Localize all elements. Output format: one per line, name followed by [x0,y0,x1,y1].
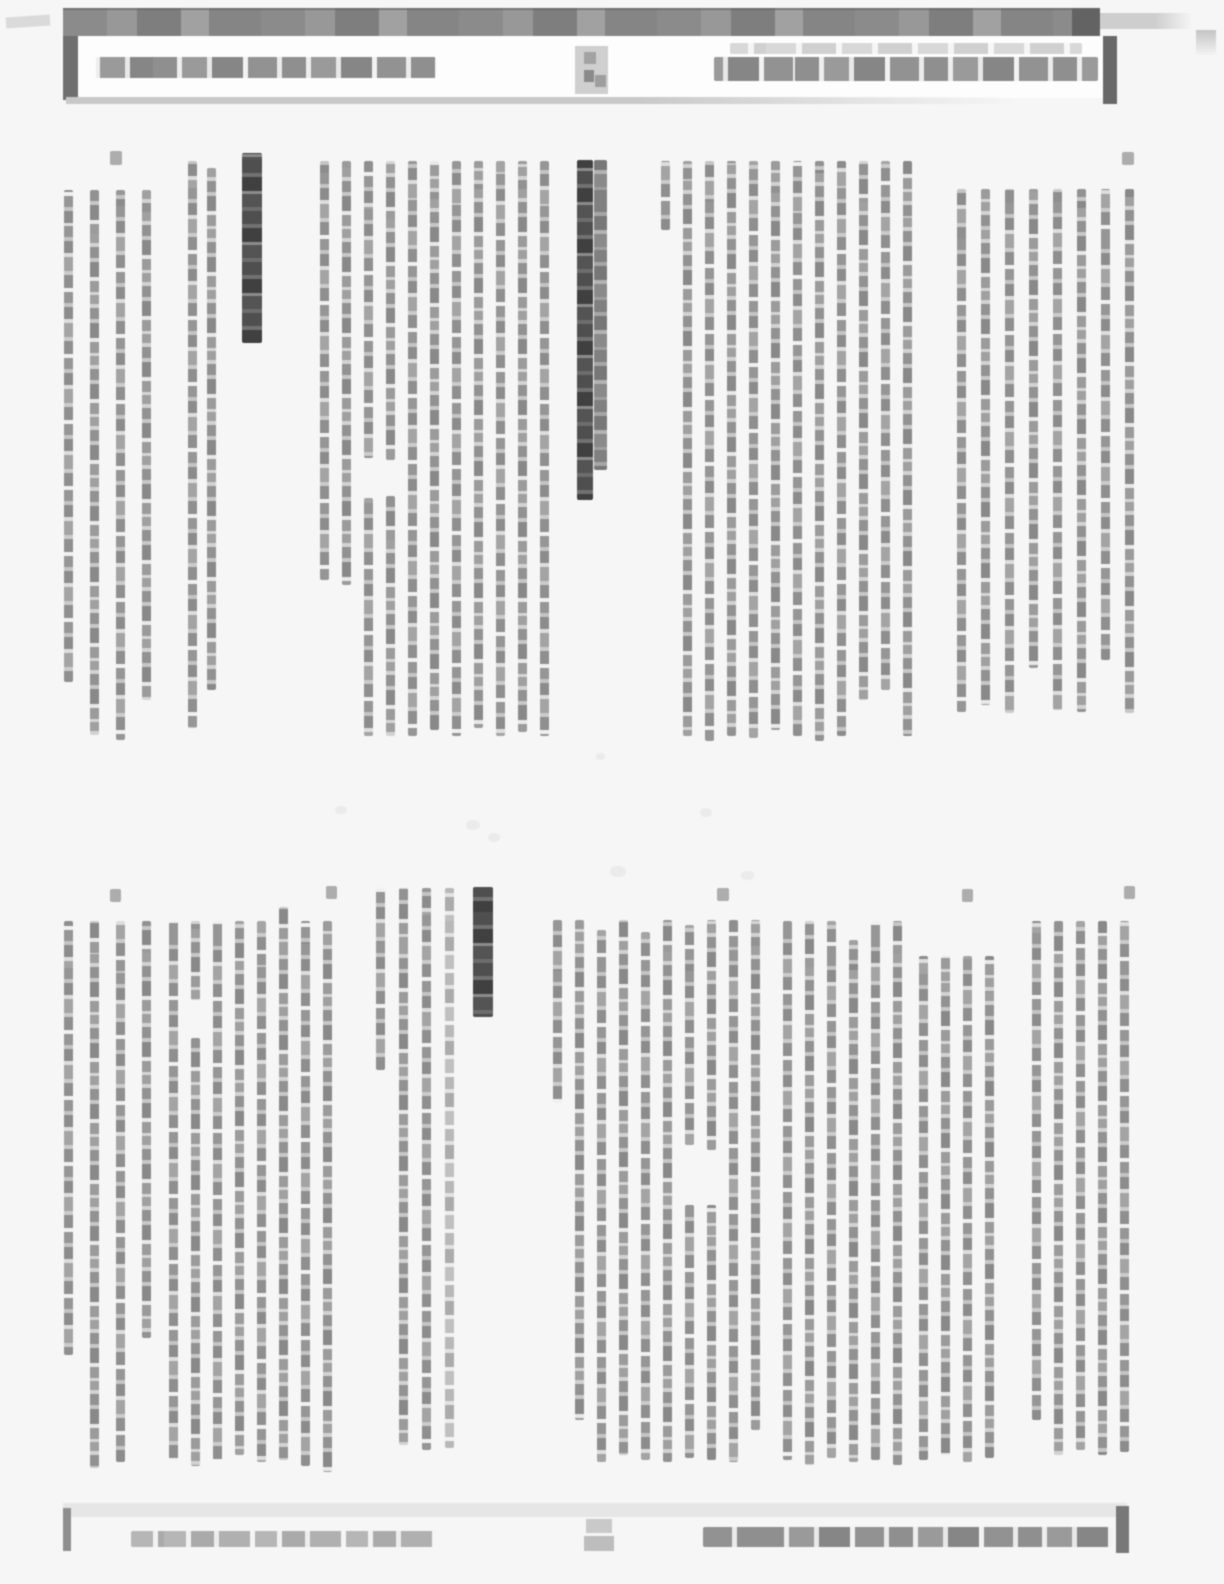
text-column-upper-4-line-1 [683,161,692,736]
paper-smudge-5 [610,866,626,877]
text-column-upper-4-line-10 [881,161,890,690]
footer-page-number-a [586,1519,612,1533]
section-heading-upper-b-tail-line-0 [594,160,607,470]
corner-streak [6,14,51,28]
text-column-upper-3-line-6 [452,161,461,736]
text-column-upper-5-line-2 [1005,189,1014,713]
page-number-mark-lower-2 [326,886,337,899]
text-column-upper-5-line-0 [957,189,966,712]
text-column-lower-1-line-2 [116,921,125,1462]
text-column-lower-4-line-2 [597,930,606,1462]
footer-right-text [703,1527,1113,1547]
footer-rule [63,1503,1127,1517]
section-heading-lower-line-0 [473,887,493,1017]
text-column-upper-4-line-4 [749,161,758,738]
footer-page-number-b [584,1536,614,1551]
text-column-upper-4-line-9 [859,161,868,700]
page-number-mark-lower-3 [717,888,729,901]
header-page-badge-glyph-c [595,75,606,87]
text-column-lower-2-line-1 [191,921,200,1000]
text-column-lower-2-line-5 [279,907,288,1460]
text-column-upper-3-line-9 [518,161,527,732]
text-column-upper-3-line-5 [430,161,439,730]
footer-left-text [131,1531,437,1547]
paper-smudge-7 [741,871,754,880]
page-number-mark-lower-5 [1124,886,1135,899]
text-column-lower-4-line-0 [553,920,562,1103]
text-column-lower-4-line-5 [663,920,672,1462]
footer-left-tick [63,1508,71,1551]
text-column-upper-4-line-5 [771,161,780,730]
paper-smudge-6 [700,808,712,817]
text-column-upper-2-line-1 [207,168,216,690]
text-column-lower-2-line-6 [301,921,310,1466]
paper-smudge-3 [488,833,500,842]
text-column-lower-1-line-1 [90,921,99,1468]
text-column-lower-4-line-3 [619,920,628,1455]
header-right-title [714,57,1098,81]
text-column-upper-3-line-3 [386,161,395,460]
text-column-upper-1-line-1 [90,190,99,735]
text-column-lower-2-line-3 [235,921,244,1455]
text-column-lower-7-line-1 [1054,921,1063,1455]
text-column-upper-5-line-4 [1053,189,1062,710]
text-column-lower-1-line-3 [142,921,151,1338]
page-number-mark-upper-left [110,151,122,165]
text-column-lower-6-line-1 [941,956,950,1455]
text-column-upper-4-line-0 [661,161,670,230]
text-column-lower-4-line-8 [729,920,738,1462]
text-column-lower-7-line-4 [1120,921,1129,1452]
text-column-lower-5-line-2 [827,921,836,1458]
scan-top-bar [63,8,1100,38]
text-column-upper-3-line-0 [320,161,329,580]
text-column-lower-3-line-2 [422,888,431,1450]
text-column-upper-3-line-8 [496,161,505,736]
paper-smudge-2 [466,820,480,830]
header-page-badge-glyph-a [584,52,596,64]
text-column-lower-6-line-2 [963,956,972,1462]
text-column-upper-3-line-1 [342,161,351,585]
text-column-lower-5-line-3 [849,940,858,1462]
text-column-lower-6-line-3 [985,956,994,1458]
text-column-lower-3-line-1 [399,888,408,1445]
text-column-lower-2-line-2 [213,921,222,1460]
page-number-mark-upper-right [1122,152,1134,165]
section-heading-upper-b-line-0 [577,160,593,500]
text-column-upper-5-line-3 [1029,189,1038,668]
text-column-lower-2-line-0 [169,921,178,1460]
text-column-lower-5-line-1 [805,921,814,1465]
text-column-lower-4-line-7-seg1 [707,1205,716,1460]
text-column-lower-4-line-9 [751,920,760,1430]
text-column-lower-4-line-1 [575,920,584,1420]
text-column-lower-4-line-7 [707,920,716,1150]
text-column-upper-3-line-2-seg1 [364,498,373,736]
text-column-upper-3-line-2 [364,161,373,458]
text-column-upper-5-line-7 [1125,189,1134,713]
text-column-lower-1-line-0 [64,921,73,1355]
text-column-upper-4-line-11 [903,161,912,736]
scan-top-bar-tail [1100,13,1192,29]
text-column-lower-2-line-7 [323,921,332,1472]
header-page-badge-glyph-b [584,70,594,82]
text-column-lower-2-line-4 [257,921,266,1462]
text-column-upper-4-line-7 [815,161,824,741]
text-column-upper-5-line-6 [1101,189,1110,660]
text-column-lower-5-line-4 [871,921,880,1460]
text-column-upper-4-line-2 [705,161,714,741]
text-column-upper-4-line-8 [837,161,846,736]
header-right-title-upper [730,43,1082,54]
text-column-lower-7-line-0 [1032,921,1041,1420]
text-column-upper-4-line-3 [727,161,736,736]
text-column-lower-5-line-0 [783,921,792,1460]
page-number-mark-lower-1 [110,889,121,902]
text-column-lower-6-line-0 [919,956,928,1460]
text-column-upper-1-line-2 [116,190,125,740]
header-box-left-border [63,36,78,100]
text-column-upper-3-line-10 [540,161,549,736]
scan-top-bar-end-cap [1072,8,1100,38]
text-column-upper-3-line-7 [474,161,483,728]
section-heading-upper-a-line-0 [242,153,262,343]
text-column-lower-4-line-6 [685,925,694,1145]
text-column-lower-2-line-1-seg1 [191,1038,200,1466]
footer-right-tick [1116,1506,1129,1553]
paper-smudge-4 [596,753,605,760]
text-column-lower-3-line-3 [445,888,454,1448]
header-box-right-border [1103,36,1117,104]
scan-artifact-blob [1196,30,1216,56]
text-column-upper-2-line-0 [188,161,197,728]
text-column-lower-5-line-5 [893,921,902,1465]
page-number-mark-lower-4 [962,889,973,902]
paper-smudge-1 [335,806,347,814]
text-column-lower-7-line-2 [1076,921,1085,1450]
text-column-upper-1-line-0 [64,190,73,682]
header-box-bottom-shadow [66,97,1016,104]
text-column-upper-5-line-1 [981,189,990,705]
text-column-upper-3-line-4 [408,161,417,736]
text-column-upper-3-line-3-seg1 [386,496,395,736]
text-column-lower-4-line-6-seg1 [685,1205,694,1458]
text-column-upper-1-line-3 [142,190,151,700]
text-column-upper-4-line-6 [793,161,802,736]
header-left-title [96,57,436,78]
text-column-lower-4-line-4 [641,932,650,1460]
text-column-lower-3-line-0 [376,888,385,1070]
text-column-lower-7-line-3 [1098,921,1107,1455]
text-column-upper-5-line-5 [1077,189,1086,712]
